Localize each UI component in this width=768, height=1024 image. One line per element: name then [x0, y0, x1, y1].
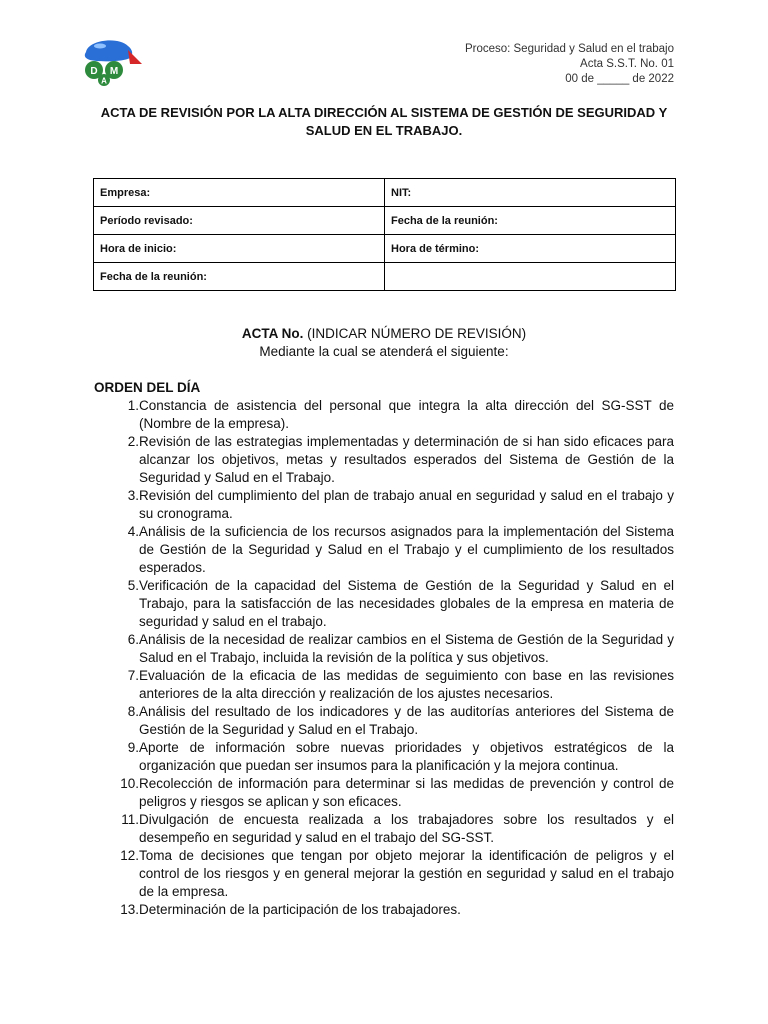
list-item-number: 10.: [120, 776, 139, 791]
table-row: [94, 207, 676, 235]
list-item-text: Revisión del cumplimiento del plan de trabajo anual en seguridad y salud en el trabajo y su cronograma.: [139, 488, 674, 521]
list-item-text: Análisis del resultado de los indicadores y de las auditorías anteriores del Sistema de Gestión de la Seguridad y Salud en el Trabajo.: [139, 704, 674, 737]
company-logo-icon: [78, 36, 146, 86]
list-item-number: 8.: [127, 704, 139, 719]
list-item: [94, 577, 674, 631]
list-item: [94, 739, 674, 775]
list-item-text: Revisión de las estrategias implementadas y determinación de si han sido eficaces para alcanzar los objetivos, metas y resultados esperados del Sistema de Gestión de la Seguridad y Salud en el Trabajo.: [139, 434, 674, 485]
acta-block: [94, 325, 674, 361]
list-item: [94, 703, 674, 739]
list-item: [94, 901, 674, 919]
field-fecha-reunion-2: Fecha de la reunión:: [94, 263, 385, 291]
acta-subtitle: Mediante la cual se atenderá el siguiente:: [259, 344, 509, 359]
svg-text:D: D: [90, 66, 98, 77]
list-item-text: Constancia de asistencia del personal que integra la alta dirección del SG-SST de (Nombre de la empresa).: [139, 398, 674, 431]
acta-indication: (INDICAR NÚMERO DE REVISIÓN): [303, 326, 527, 341]
list-item-text: Evaluación de la eficacia de las medidas de seguimiento con base en las revisiones anteriores de la alta dirección y realización de los ajustes necesarios.: [139, 668, 674, 701]
list-item-number: 11.: [121, 812, 139, 827]
list-item-number: 2.: [127, 434, 139, 449]
list-item-text: Recolección de información para determinar si las medidas de prevención y control de peligros y riesgos se aplican y son eficaces.: [139, 776, 674, 809]
field-hora-termino: Hora de término:: [385, 235, 676, 263]
list-item-number: 7.: [127, 668, 139, 683]
list-item-text: Análisis de la necesidad de realizar cambios en el Sistema de Gestión de la Seguridad y Salud en el Trabajo, incluida la revisión de la política y sus objetivos.: [139, 632, 674, 665]
list-item: [94, 631, 674, 667]
list-item: [94, 775, 674, 811]
field-fecha-reunion: Fecha de la reunión:: [385, 207, 676, 235]
list-item: [94, 487, 674, 523]
orden-del-dia-title: ORDEN DEL DÍA: [94, 380, 201, 395]
document-title: ACTA DE REVISIÓN POR LA ALTA DIRECCIÓN AL SISTEMA DE GESTIÓN DE SEGURIDAD Y SALUD EN EL TRABAJO.: [100, 105, 668, 138]
list-item-number: 13.: [120, 902, 139, 917]
orden-del-dia-list: [94, 397, 674, 919]
list-item: [94, 397, 674, 433]
list-item: [94, 523, 674, 577]
list-item-text: Verificación de la capacidad del Sistema de Gestión de la Seguridad y Salud en el Trabajo, para la satisfacción de las necesidades globales de la empresa en materia de seguridad y salud en el trabajo.: [139, 578, 674, 629]
table-row: [94, 263, 676, 291]
field-hora-inicio: Hora de inicio:: [94, 235, 385, 263]
document-header-meta: [465, 42, 674, 87]
field-empty: [385, 263, 676, 291]
acta-number: Acta S.S.T. No. 01: [580, 58, 674, 70]
field-empresa: Empresa:: [94, 179, 385, 207]
svg-text:A: A: [101, 76, 107, 86]
svg-text:M: M: [109, 66, 119, 77]
acta-label: ACTA No.: [241, 326, 304, 341]
list-item-text: Divulgación de encuesta realizada a los trabajadores sobre los resultados y el desempeño en seguridad y salud en el trabajo del SG-SST.: [139, 812, 674, 845]
list-item-text: Determinación de la participación de los trabajadores.: [139, 902, 461, 917]
list-item: [94, 667, 674, 703]
list-item: [94, 433, 674, 487]
list-item: [94, 847, 674, 901]
list-item-number: 4.: [127, 524, 139, 539]
list-item-number: 12.: [120, 848, 139, 863]
field-nit: NIT:: [385, 179, 676, 207]
list-item: [94, 811, 674, 847]
list-item-number: 6.: [127, 632, 139, 647]
list-item-number: 9.: [127, 740, 139, 755]
list-item-number: 5.: [127, 578, 139, 593]
list-item-text: Toma de decisiones que tengan por objeto mejorar la identificación de peligros y el control de los riesgos y en general mejorar la gestión en seguridad y salud en el trabajo de la empresa.: [139, 848, 674, 899]
table-row: [94, 235, 676, 263]
list-item-number: 1.: [127, 398, 139, 413]
process-label: Proceso: Seguridad y Salud en el trabajo: [464, 43, 674, 55]
document-date: 00 de _____ de 2022: [565, 73, 674, 85]
list-item-number: 3.: [127, 488, 139, 503]
list-item-text: Aporte de información sobre nuevas prioridades y objetivos estratégicos de la organización que puedan ser insumos para la planificación y la mejora continua.: [139, 740, 674, 773]
field-periodo: Período revisado:: [94, 207, 385, 235]
table-row: [94, 179, 676, 207]
info-table: [93, 178, 676, 291]
list-item-text: Análisis de la suficiencia de los recursos asignados para la implementación del Sistema de Gestión de la Seguridad y Salud en el Trabajo y el cumplimiento de los resultados esperados.: [139, 524, 674, 575]
